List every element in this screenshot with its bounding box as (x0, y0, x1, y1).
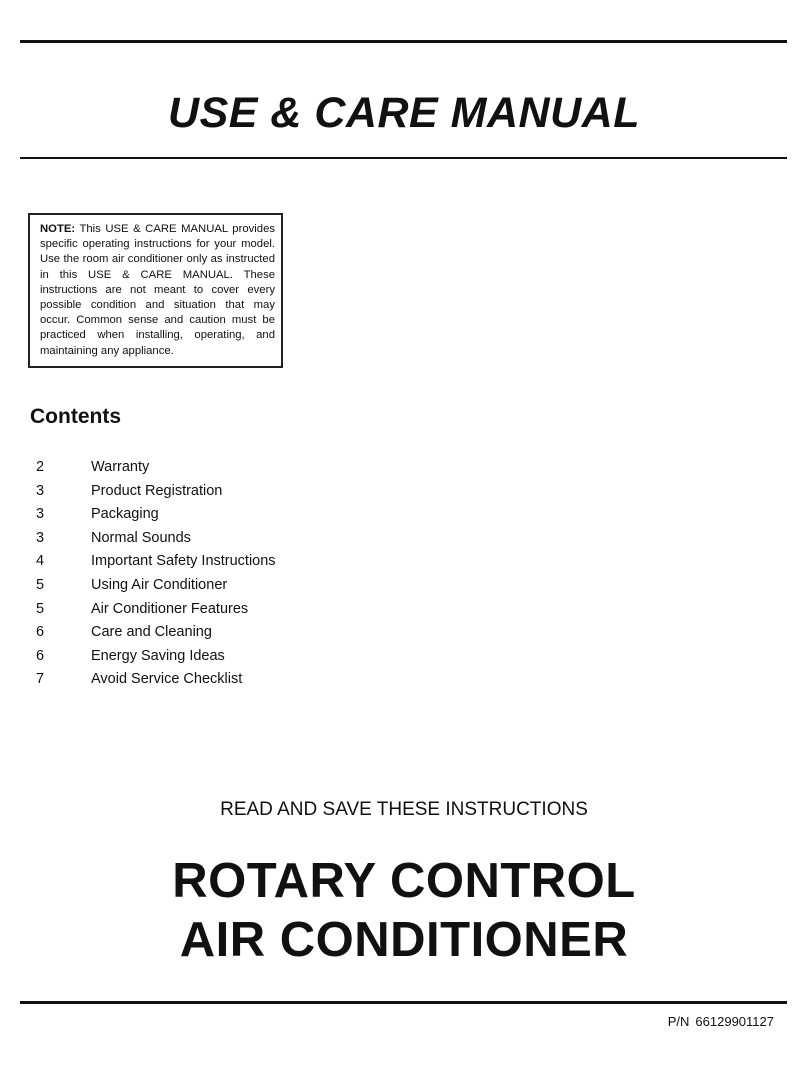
read-save-notice: READ AND SAVE THESE INSTRUCTIONS (220, 799, 588, 820)
toc-entry-title: Important Safety Instructions (91, 553, 276, 570)
manual-title: USE & CARE MANUAL (168, 89, 640, 137)
note-text: This USE & CARE MANUAL provides specific operating instructions for your model. Use the room air conditioner only as instructed in this USE & CARE MANUAL. These instructions are not meant to cover every possible condition and situation that may occur. Common sense and caution must be practiced when installing, operating, and maintaining any appliance. (40, 223, 275, 357)
list-item (36, 574, 276, 598)
toc-entry-title: Care and Cleaning (91, 624, 212, 641)
product-title-line-1: ROTARY CONTROL (172, 854, 636, 908)
list-item (36, 527, 276, 551)
toc-page-number: 5 (36, 600, 45, 617)
contents-list (36, 456, 276, 692)
toc-page-number: 2 (36, 459, 45, 475)
toc-page-number: 3 (36, 529, 45, 546)
toc-page-number: 3 (36, 482, 45, 499)
toc-entry-title: Packaging (91, 506, 159, 523)
toc-entry-title: Product Registration (91, 482, 223, 499)
toc-page-number: 7 (36, 671, 45, 688)
toc-entry-title: Using Air Conditioner (91, 576, 228, 593)
bottom-rule (20, 1001, 787, 1004)
product-title-line-2: AIR CONDITIONER (179, 913, 629, 967)
list-item (36, 668, 276, 692)
toc-page-number: 3 (36, 506, 45, 523)
toc-page-number: 5 (36, 576, 45, 593)
part-number-label: P/N (667, 1014, 690, 1029)
list-item (36, 550, 276, 574)
toc-entry-title: Warranty (91, 459, 150, 475)
list-item (36, 480, 276, 504)
toc-entry-title: Energy Saving Ideas (91, 647, 225, 664)
product-title (0, 852, 808, 970)
list-item (36, 598, 276, 622)
part-number-value: 66129901127 (695, 1014, 774, 1029)
list-item (36, 645, 276, 669)
part-number (668, 1015, 774, 1028)
toc-entry-title: Normal Sounds (91, 529, 191, 546)
toc-page-number: 6 (36, 647, 45, 664)
list-item (36, 621, 276, 645)
title-rule (20, 157, 787, 159)
note-label: NOTE: (40, 223, 76, 235)
contents-heading: Contents (30, 405, 121, 428)
note-box (28, 213, 283, 368)
toc-page-number: 6 (36, 624, 45, 641)
toc-page-number: 4 (36, 553, 45, 570)
list-item (36, 456, 276, 480)
list-item (36, 503, 276, 527)
toc-entry-title: Avoid Service Checklist (91, 671, 243, 688)
top-rule (20, 40, 787, 43)
toc-entry-title: Air Conditioner Features (91, 600, 249, 617)
